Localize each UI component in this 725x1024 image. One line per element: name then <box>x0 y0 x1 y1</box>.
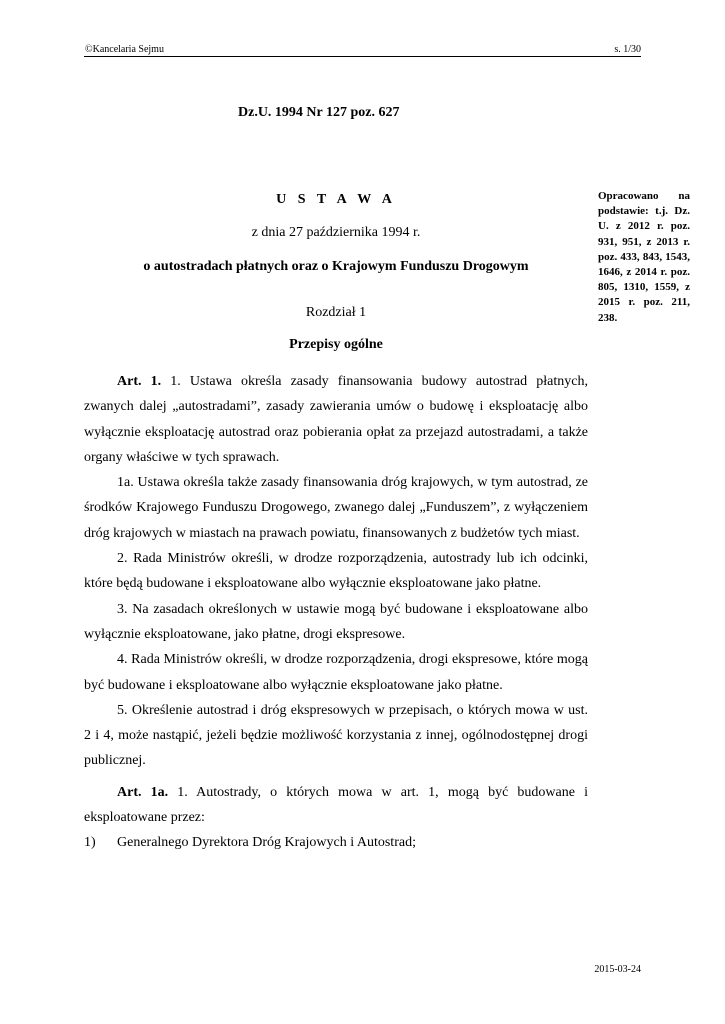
page-number: s. 1/30 <box>614 44 641 55</box>
art1a-label: Art. 1a. <box>117 784 169 800</box>
art1-paragraph-1a: 1a. Ustawa określa także zasady finansowania dróg krajowych, w tym autostrad, ze środków Krajowego Funduszu Drogowego, zwanego dalej „Funduszem”, z wyłączeniem dróg krajowych w miastach na prawach powiatu, finansowanych z budżetów tych miast. <box>84 475 588 541</box>
art1a-paragraph-1 <box>84 780 588 831</box>
art1-paragraph-1-text: 1. Ustawa określa zasady finansowania budowy autostrad płatnych, zwanych dalej „autostradami”, zasady zawierania umów o budowę i eksploatację albo wyłącznie eksploatację autostrad oraz pobierania opłat za przejazd autostradami, a także organy właściwe w tych sprawach. <box>84 374 588 465</box>
footer-date: 2015-03-24 <box>594 964 641 975</box>
header-source: ©Kancelaria Sejmu <box>85 44 164 55</box>
consolidation-note: Opracowano na podstawie: t.j. Dz. U. z 2012 r. poz. 931, 951, z 2013 r. poz. 433, 843, 1543, 1646, z 2014 r. poz. 805, 1310, 1559, z 2015 r. poz. 211, 238. <box>598 190 690 324</box>
art1-paragraph-5: 5. Określenie autostrad i dróg ekspresowych w przepisach, o których mowa w ust. 2 i 4, może nastąpić, jeżeli będzie możliwość korzystania z innej, ogólnodostępnej drogi publicznej. <box>84 702 588 769</box>
art1-paragraph-2: 2. Rada Ministrów określi, w drodze rozporządzenia, autostrady lub ich odcinki, które będą budowane i eksploatowane albo wyłącznie eksploatowane jako płatne. <box>84 551 588 592</box>
art1-paragraph-4: 4. Rada Ministrów określi, w drodze rozporządzenia, drogi ekspresowe, które mogą być budowane i eksploatowane albo wyłącznie eksploatowane jako płatne. <box>84 652 588 693</box>
art1-label: Art. 1. <box>117 374 162 389</box>
list-item-text: Generalnego Dyrektora Dróg Krajowych i Autostrad; <box>117 835 416 851</box>
art1a-paragraph-1-text: 1. Autostrady, o których mowa w art. 1, mogą być budowane i eksploatowane przez: <box>84 784 589 826</box>
act-date: z dnia 27 października 1994 r. <box>251 225 421 240</box>
art1-paragraph-3: 3. Na zasadach określonych w ustawie mogą być budowane i eksploatowane albo wyłącznie eksploatowane, jako płatne, drogi ekspresowe. <box>84 601 588 642</box>
document-body <box>84 369 588 856</box>
chapter-number: Rozdział 1 <box>305 305 367 320</box>
chapter-title: Przepisy ogólne <box>289 337 383 352</box>
act-title: o autostradach płatnych oraz o Krajowym Funduszu Drogowym <box>143 259 529 274</box>
art1a-list-item <box>84 830 588 855</box>
act-type: U S T A W A <box>276 192 396 207</box>
journal-reference: Dz.U. 1994 Nr 127 poz. 627 <box>238 105 400 120</box>
art1-paragraph-1 <box>84 369 588 470</box>
header-divider <box>84 56 641 57</box>
list-item-number: 1) <box>84 835 96 851</box>
